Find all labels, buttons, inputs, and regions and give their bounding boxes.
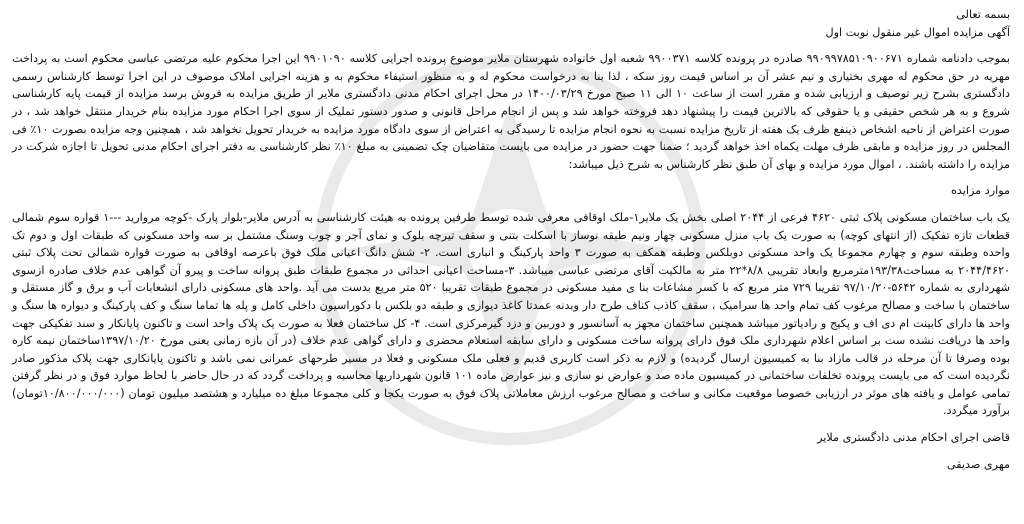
bismillah-line: بسمه تعالی [956, 8, 1010, 21]
auction-notice-document [12, 6, 1010, 520]
notice-title: آگهی مزایده اموال غیر منقول نوبت اول [825, 25, 1010, 39]
section-label: موارد مزایده [951, 184, 1010, 198]
signature-name: مهری صدیقی [946, 457, 1010, 471]
intro-paragraph: بموجب دادنامه شماره ۹۹۰۹۹۷۸۵۱۰۹۰۰۶۷۱ صادره در پرونده کلاسه ۹۹۰۰۳۷۱ شعبه اول خانواده شهرستان ملایر موضوع پرونده اجرایی کلاسه ۹۹۰۱۰۹۰ این اجرا محکوم علیه مرتضی عباسی محکوم است به پرداخت مهریه در حق محکوم له مهری بختیاری و نیم عشر آن بر اساس قیمت روز سکه ، لذا بنا به درخواست محکوم له و به منظور استیفاء محکوم به و هزینه اجرایی املاک موصوف در این اجرا توسط کارشناس رسمی دادگستری بشرح زیر توصیف و ارزیابی شده و مقرر است از ساعت ۱۰ الی ۱۱ صبح مورخ ۱۴۰۰/۰۳/۲۹ در محل اجرای احکام مدنی دادگستری ملایر از طریق مزایده به فروش برسد مزایده از قیمت پایه کارشناسی شروع و به هر شخص حقیقی و یا حقوقی که بالاترین قیمت را پیشنهاد دهد فروخته خواهد شد و پس از انجام مراحل قانونی و صدور دستور تملیک از سوی اجرا احکام مورد مزایده بنام خریدار منتقل خواهد شد ، در صورت اعتراض از ناحیه اشخاص ذینفع ظرف یک هفته از تاریخ مزایده نسبت به نحوه انجام مزایده تا رسیدگی به اعتراض از سوی دادگاه مورد مزایده به خریدار تحویل نخواهد شد ، همچنین وجه مزایده بصورت ۱۰٪ فی المجلس در روز مزایده و مابقی ظرف مهلت یکماه اخذ خواهد گردید ؛ ضمنا جهت حضور در مزایده می بایست متقاضیان چک تضمینی به مبلغ ۱۰٪ نظر کارشناسی به دفتر اجرای احکام مدنی تحویل تا اجازه شرکت در مزایده را داشته باشند. ، اموال مورد مزایده و بهای آن طبق نظر کارشناس به شرح ذیل میباشد: [12, 52, 1010, 171]
auction-items-paragraph: یک باب ساختمان مسکونی پلاک ثبتی ۴۶۲۰ فرعی از ۲۰۴۴ اصلی بخش یک ملایر۱-ملک اوقافی معرفی شده توسط طرفین پرونده به هیئت کارشناسی به آدرس ملایر-بلوار پارک -کوچه مرواريد ---۱ قواره سوم شمالی قطعات تازه تفکیک (از انتهای کوچه) به صورت یک باب منزل مسکونی چهار ونیم طبقه نوساز با اسکلت بتنی و سقف تیرچه بلوک و نمای آجر و چوب وسنگ مشتمل بر سه واحد مسکونی که طبقات اول و دوم تک واحده وطبقه سوم و چهارم مجموعا یک واحد مسکونی دوبلکس وطبقه همکف به صورت ۳ واحد پارکینگ و انباری است. ۲- شش دانگ اعیانی ملک فوق باعرصه اوقافی به صورت قواره شمالی تحت پلاک ثبتی ۲۰۴۴/۴۶۲۰ به مساحت۱۹۳/۳۸مترمربع وابعاد تقریبی ۸/۸*۲۲ متر به مالکیت آقای مرتضی عباسی میباشد. ۳-مساحت اعیانی احداثی در مجموع طبقات طبق پروانه ساخت و پیرو آن گواهی عدم خلاف صادره ازسوی شهرداری به شماره ۵۶۴۲-۹۷/۱۰/۲۰ تقریبا ۷۲۹ متر مربع که با کسر مشاعات بنا ی مفید مسکونی در مجموع طبقات تقریبا ۵۲۰ متر مربع بدست می آید .واحد های مسکونی دارای انشعابات آب و برق و گاز مستقل و ساختمان با ساخت و مصالح مرغوب کف تمام واحد ها سرامیک ، سقف کاذب کناف طرح دار وبدنه عمدتا کاغذ دیواری و طبقه دو بلکس با دکوراسیون داخلی کامل و پله ها تماما سنگ و کف پارکینگ و دیواره ها سنگ و واحد ها دارای کابینت ام دی اف و پکیج و رادیاتور میباشد همچنین ساختمان مجهز به آسانسور و دوربین و دزد گیرمرکزی است. ۴- کل ساختمان فعلا به صورت یک پلاک واحد است و تاکنون پایانکار و سند تفکیکی جهت واحد ها دریافت نشده ست بر اساس اعلام شهرداری ملک فوق دارای پروانه ساخت مسکونی و دارای سابقه استعلام محضری و دارای گواهی عدم خلاف (در آن بازه زمانی یعنی مورخ ۱۳۹۷/۱۰/۲۰ساختمان نیمه کاره بوده وصرفا تا آن مرحله در قالب مازاد بنا به کمیسیون ارسال گردیده) و لازم به ذکر است کاربری قدیم و فعلی ملک مسکونی و فعلا در مسیر طرحهای عمرانی نمی باشد و تاکنون پایانکاری جهت پلاک مذکور صادر نگردیده است که می بایست پرونده تخلفات ساختمانی در کمیسیون ماده صد و عوارض نو سازی و نیز عوارض ماده ۱۰۱ قانون شهرداریها محاسبه و پرداخت گردد که در حال حاضر با لحاظ موارد فوق و در نظر گرفتن تمامی عوامل و یافته های موثر در ارزیابی خصوصا موقعیت مکانی و ساخت و مصالح مرغوب ارزش معاملاتی پلاک فوق به صورت یکجا و کلی مجموعا مبلغ ده میلیارد و هشتصد میلیون تومان (۱۰/۸۰۰/۰۰۰/۰۰۰تومان) برآورد میگردد. [12, 210, 1011, 418]
signature-office: قاضی اجرای احکام مدنی دادگستری ملایر [817, 431, 1010, 445]
